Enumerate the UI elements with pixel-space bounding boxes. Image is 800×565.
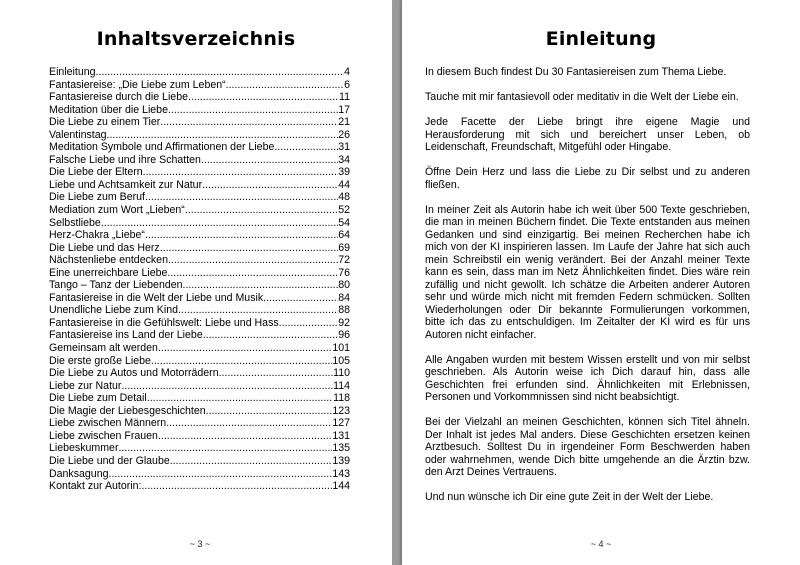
- paragraph: In diesem Buch findest Du 30 Fantasiereisen zum Thema Liebe.: [425, 66, 727, 78]
- paragraph: In meiner Zeit als Autorin habe ich weit über 500 Texte geschrieben, die man in meinen Büchern findet. Die Texte entstanden aus meinen Gedanken und sind einzigartig. Bei meinen Recherchen habe ich mich von der KI inspirieren lassen. Im Laufe der Jahre hat sich auch mein Schreibstil ein wenig verändert. Bei der Anzahl meiner Texte kann es sein, dass man im Netz Ähnlichkeiten findet. Dies wäre rein zufällig und nicht gewollt. Ich schätze die Arbeiten anderer Autoren sehr und würde mich nicht mit fremden Federn schmücken. Sollten Wiederholungen oder Dir bekannte Formulierungen vorkommen, bitte ich das zu entschuldigen. Im Zeitalter der KI wird es für uns Autoren nicht einfacher.: [425, 203, 750, 341]
- toc-entry-title: Die Liebe und der Glaube: [49, 454, 170, 467]
- toc-entry-title: Fantasiereise durch die Liebe: [49, 91, 188, 104]
- toc-entry-page: 96: [338, 329, 350, 342]
- toc-entry-page: 69: [338, 241, 350, 254]
- toc-entry-title: Die Liebe zu Autos und Motorrädern: [49, 367, 219, 380]
- toc-entry: [49, 367, 350, 380]
- toc-entry-title: Nächstenliebe entdecken: [49, 254, 168, 267]
- toc-leader-dots: [226, 79, 344, 92]
- toc-entry: [49, 342, 350, 355]
- toc-entry: [49, 442, 350, 455]
- toc-entry-page: 34: [338, 153, 350, 166]
- toc-entry: [49, 104, 350, 117]
- toc-entry-page: 54: [338, 216, 350, 229]
- toc-leader-dots: [107, 129, 339, 142]
- toc-entry-page: 72: [338, 254, 350, 267]
- toc-entry-page: 31: [338, 141, 350, 154]
- toc-entry-page: 11: [339, 91, 350, 104]
- toc-entry-title: Falsche Liebe und ihre Schatten: [49, 153, 201, 166]
- toc-leader-dots: [219, 367, 334, 380]
- toc-entry-page: 80: [338, 279, 350, 292]
- paragraph: Bei der Vielzahl an meinen Geschichten, können sich Titel ähneln. Der Inhalt ist jedes Mal anders. Diese Geschichten ersetzen keinen Arztbesuch. Solltest Du in irgendeiner Form Beschwerden haben oder wahrnehmen, wende Dich bitte umgehende an die Ärztin bzw. den Arzt Deines Vertrauens.: [425, 416, 750, 478]
- toc-entry-title: Die Magie der Liebesgeschichten: [49, 404, 206, 417]
- toc-entry: [49, 355, 350, 368]
- toc-entry: [49, 468, 350, 481]
- toc-entry-page: 44: [338, 178, 350, 191]
- toc-entry-page: 118: [333, 392, 350, 405]
- paragraph: Alle Angaben wurden mit bestem Wissen erstellt und von mir selbst geschrieben. Als Autorin weise ich Dich darauf hin, dass alle Geschichten frei erfunden sind. Ähnlichkeiten mit Erlebnissen, Personen und Vorkommnissen sind nicht beabsichtigt.: [425, 353, 750, 403]
- toc-entry-title: Fantasiereise: „Die Liebe zum Leben“: [49, 78, 226, 91]
- page-number-left: ~ 3 ~: [189, 539, 211, 549]
- toc-leader-dots: [168, 254, 338, 267]
- toc-entry-title: Herz-Chakra „Liebe“: [49, 229, 145, 242]
- toc-entry-page: 17: [338, 103, 350, 116]
- toc-entry: [49, 229, 350, 242]
- toc-entry-page: 52: [338, 204, 350, 217]
- toc-entry-page: 64: [338, 229, 350, 242]
- toc-leader-dots: [143, 166, 339, 179]
- toc-entry: [49, 254, 350, 267]
- toc-entry-page: 127: [332, 417, 350, 430]
- toc-entry-page: 143: [332, 467, 350, 480]
- toc-entry-page: 114: [333, 379, 350, 392]
- toc-entry: [49, 405, 350, 418]
- toc-entry-title: Fantasiereise in die Welt der Liebe und Musik: [49, 291, 264, 304]
- toc-leader-dots: [279, 317, 339, 330]
- paragraph: Tauche mit mir fantasievoll oder meditativ in die Welt der Liebe ein.: [425, 91, 739, 103]
- toc-entry-title: Liebe zwischen Frauen: [49, 429, 158, 442]
- toc-entry: [49, 141, 350, 154]
- toc-entry: [49, 116, 350, 129]
- toc-entry-title: Unendliche Liebe zum Kind: [49, 304, 178, 317]
- paragraph: Und nun wünsche ich Dir eine gute Zeit in der Welt der Liebe.: [425, 491, 714, 503]
- paragraph: Jede Facette der Liebe bringt ihre eigene Magie und Herausforderung mit sich und bereichert unser Leben, ob Leidenschaft, Freundschaft, Mitgefühl oder Hingabe.: [425, 116, 750, 153]
- toc-entry-page: 101: [332, 342, 350, 355]
- toc-entry-page: 110: [333, 367, 350, 380]
- toc-entry-page: 26: [338, 128, 350, 141]
- toc-entry-title: Die Liebe zum Detail: [49, 392, 147, 405]
- toc-entry: [49, 430, 350, 443]
- toc-entry-page: 39: [338, 166, 350, 179]
- paragraph: Öffne Dein Herz und lass die Liebe zu Dir selbst und zu anderen fließen.: [425, 166, 750, 191]
- toc-entry-page: 6: [344, 78, 350, 91]
- toc-entry: [49, 79, 350, 92]
- toc-leader-dots: [263, 292, 338, 305]
- toc-leader-dots: [170, 455, 333, 468]
- toc-leader-dots: [203, 329, 338, 342]
- toc-leader-dots: [206, 405, 333, 418]
- toc-entry: [49, 66, 350, 79]
- toc-entry-title: Einleitung: [49, 66, 96, 78]
- toc-entry-title: Die Liebe und das Herz: [49, 241, 160, 254]
- toc-entry: [49, 417, 350, 430]
- toc-entry-title: Die Liebe zu einem Tier: [49, 116, 161, 129]
- book-gutter: [392, 0, 402, 565]
- toc-leader-dots: [141, 480, 332, 493]
- toc-leader-dots: [158, 342, 332, 355]
- toc-entry-page: 76: [338, 266, 350, 279]
- toc-entry-page: 123: [332, 404, 350, 417]
- toc-leader-dots: [118, 442, 332, 455]
- toc-leader-dots: [147, 392, 333, 405]
- toc-leader-dots: [167, 267, 338, 280]
- toc-entry-title: Mediation zum Wort „Lieben“: [49, 204, 185, 217]
- toc-leader-dots: [145, 191, 338, 204]
- toc-title: Inhaltsverzeichnis: [96, 28, 296, 50]
- toc-entry: [49, 455, 350, 468]
- toc-leader-dots: [121, 380, 333, 393]
- toc-entry: [49, 242, 350, 255]
- toc-leader-dots: [202, 179, 338, 192]
- toc-entry-title: Meditation über die Liebe: [49, 103, 168, 116]
- toc-entry-title: Die Liebe der Eltern: [49, 166, 143, 179]
- toc-entry-page: 4: [344, 66, 350, 78]
- toc-entry-title: Tango – Tanz der Liebenden: [49, 279, 183, 292]
- toc-entry-title: Meditation Symbole und Affirmationen der Liebe: [49, 141, 275, 154]
- toc-entry-page: 131: [332, 429, 350, 442]
- toc-entry-title: Die Liebe zum Beruf: [49, 191, 145, 204]
- toc-leader-dots: [201, 154, 338, 167]
- toc-entry-page: 135: [332, 442, 350, 455]
- toc-entry: [49, 166, 350, 179]
- toc-leader-dots: [160, 242, 338, 255]
- page-number-right: ~ 4 ~: [590, 539, 612, 549]
- toc-entry-page: 139: [332, 454, 350, 467]
- toc-entry: [49, 380, 350, 393]
- toc-leader-dots: [96, 66, 345, 79]
- toc-entry-title: Eine unerreichbare Liebe: [49, 266, 168, 279]
- toc-entry: [49, 317, 350, 330]
- chapter-title: Einleitung: [545, 28, 657, 50]
- toc-entry: [49, 217, 350, 230]
- toc-entry-title: Liebe zur Natur: [49, 379, 122, 392]
- toc-entry-page: 144: [332, 480, 350, 493]
- toc-entry-title: Gemeinsam alt werden: [49, 342, 158, 355]
- toc-entry-title: Fantasiereise ins Land der Liebe: [49, 329, 203, 342]
- toc-entry-title: Liebeskummer: [49, 442, 119, 455]
- toc-entry-title: Danksagung: [49, 467, 109, 480]
- toc-leader-dots: [183, 279, 339, 292]
- toc-entry-page: 88: [338, 304, 350, 317]
- toc-leader-dots: [166, 417, 332, 430]
- toc-entry: [49, 480, 350, 493]
- toc-leader-dots: [185, 204, 338, 217]
- toc-entry-title: Liebe zwischen Männern: [49, 417, 167, 430]
- toc-entry: [49, 154, 350, 167]
- table-of-contents: [49, 66, 350, 493]
- toc-entry: [49, 304, 350, 317]
- toc-leader-dots: [101, 217, 338, 230]
- toc-leader-dots: [145, 229, 338, 242]
- toc-entry: [49, 129, 350, 142]
- toc-leader-dots: [151, 355, 332, 368]
- toc-leader-dots: [109, 468, 333, 481]
- toc-entry-title: Selbstliebe: [49, 216, 101, 229]
- toc-entry: [49, 392, 350, 405]
- toc-leader-dots: [160, 116, 338, 129]
- toc-entry: [49, 292, 350, 305]
- toc-entry-page: 21: [338, 116, 350, 129]
- toc-entry-title: Valentinstag: [49, 128, 107, 141]
- toc-entry: [49, 204, 350, 217]
- toc-entry-title: Die erste große Liebe: [49, 354, 151, 367]
- toc-entry: [49, 91, 350, 104]
- toc-leader-dots: [178, 304, 338, 317]
- toc-entry: [49, 279, 350, 292]
- toc-entry-page: 48: [338, 191, 350, 204]
- toc-leader-dots: [158, 430, 332, 443]
- toc-entry: [49, 191, 350, 204]
- toc-entry-page: 105: [332, 354, 350, 367]
- toc-entry: [49, 267, 350, 280]
- toc-leader-dots: [168, 104, 338, 117]
- toc-entry-page: 92: [338, 316, 350, 329]
- toc-entry-title: Kontakt zur Autorin:: [49, 480, 142, 493]
- toc-leader-dots: [274, 141, 338, 154]
- toc-entry: [49, 329, 350, 342]
- toc-entry-title: Liebe und Achtsamkeit zur Natur: [49, 178, 203, 191]
- introduction-text: [425, 66, 750, 516]
- toc-entry-title: Fantasiereise in die Gefühlswelt: Liebe und Hass: [49, 316, 279, 329]
- toc-leader-dots: [188, 91, 339, 104]
- toc-entry: [49, 179, 350, 192]
- toc-entry-page: 84: [338, 291, 350, 304]
